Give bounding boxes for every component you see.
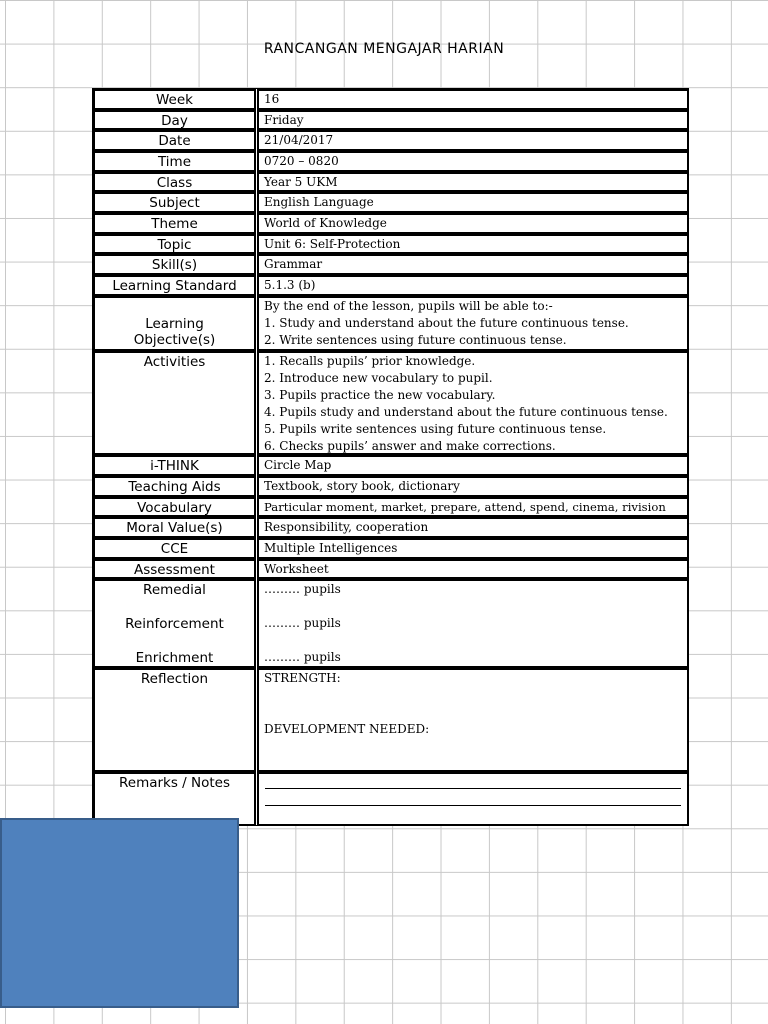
row-label-day: Day: [93, 110, 256, 130]
remedial-value: ……… pupils: [264, 582, 341, 596]
row-label-time: Time: [93, 151, 256, 172]
writing-line: [265, 788, 681, 789]
table-row: [93, 579, 688, 668]
row-label-date: Date: [93, 130, 256, 151]
table-row: [93, 110, 688, 130]
activity-line: 2. Introduce new vocabulary to pupil.: [264, 371, 493, 385]
table-row: [93, 538, 688, 559]
row-value-remarks: [257, 772, 689, 826]
row-value-theme: World of Knowledge: [257, 213, 689, 234]
row-label-assessment: Assessment: [93, 559, 256, 579]
activity-line: 4. Pupils study and understand about the future continuous tense.: [264, 405, 668, 419]
table-row: [93, 192, 688, 213]
row-label-learning-standard: Learning Standard: [93, 275, 256, 296]
table-row: [93, 455, 688, 476]
table-row: [93, 254, 688, 275]
table-row: [93, 668, 688, 772]
row-value-learning-standard: 5.1.3 (b): [257, 275, 689, 296]
development-needed-label: DEVELOPMENT NEEDED:: [264, 722, 430, 736]
table-row: [93, 151, 688, 172]
remedial-label: Remedial: [143, 582, 206, 598]
row-label-reflection: Reflection: [93, 668, 256, 772]
row-value-learning-objectives: [257, 296, 689, 351]
row-label-class: Class: [93, 172, 256, 192]
row-label-cce: CCE: [93, 538, 256, 559]
row-value-ithink: Circle Map: [257, 455, 689, 476]
reinforcement-value: ……… pupils: [264, 616, 341, 630]
row-value-date: 21/04/2017: [257, 130, 689, 151]
row-label-theme: Theme: [93, 213, 256, 234]
table-row: [93, 296, 688, 351]
row-label-skills: Skill(s): [93, 254, 256, 275]
row-value-teaching-aids: Textbook, story book, dictionary: [257, 476, 689, 497]
table-row: [93, 234, 688, 254]
row-label-followup: [93, 579, 256, 668]
label-line: Objective(s): [133, 332, 216, 348]
row-label-ithink: i-THINK: [93, 455, 256, 476]
table-row: [93, 559, 688, 579]
row-label-subject: Subject: [93, 192, 256, 213]
row-label-activities: Activities: [93, 351, 256, 455]
blue-rectangle-overlay: [0, 818, 239, 1008]
objective-line: By the end of the lesson, pupils will be able to:-: [264, 299, 553, 313]
table-row: [93, 172, 688, 192]
row-value-day: Friday: [257, 110, 689, 130]
row-value-vocabulary: Particular moment, market, prepare, attend, spend, cinema, rivision: [257, 497, 689, 517]
row-value-reflection: [257, 668, 689, 772]
row-label-topic: Topic: [93, 234, 256, 254]
row-label-week: Week: [93, 89, 256, 110]
activity-line: 3. Pupils practice the new vocabulary.: [264, 388, 496, 402]
row-value-skills: Grammar: [257, 254, 689, 275]
enrichment-label: Enrichment: [135, 650, 214, 666]
activity-line: 1. Recalls pupils’ prior knowledge.: [264, 354, 476, 368]
activity-line: 5. Pupils write sentences using future continuous tense.: [264, 422, 607, 436]
row-value-class: Year 5 UKM: [257, 172, 689, 192]
table-row: [93, 351, 688, 455]
enrichment-value: ……… pupils: [264, 650, 341, 664]
row-value-assessment: Worksheet: [257, 559, 689, 579]
table-row: [93, 497, 688, 517]
lesson-plan-table: [92, 88, 689, 826]
row-label-teaching-aids: Teaching Aids: [93, 476, 256, 497]
table-row: [93, 130, 688, 151]
objective-line: 2. Write sentences using future continuous tense.: [264, 333, 567, 347]
row-value-cce: Multiple Intelligences: [257, 538, 689, 559]
row-value-activities: [257, 351, 689, 455]
row-value-week: 16: [257, 89, 689, 110]
row-label-vocabulary: Vocabulary: [93, 497, 256, 517]
label-line: Learning: [145, 316, 204, 332]
activity-line: 6. Checks pupils’ answer and make corrections.: [264, 439, 556, 453]
row-label-moral-values: Moral Value(s): [93, 517, 256, 538]
row-value-subject: English Language: [257, 192, 689, 213]
table-row: [93, 89, 688, 110]
row-value-time: 0720 – 0820: [257, 151, 689, 172]
writing-line: [265, 805, 681, 806]
page-title: RANCANGAN MENGAJAR HARIAN: [263, 41, 505, 57]
row-value-followup: [257, 579, 689, 668]
table-row: [93, 275, 688, 296]
objective-line: 1. Study and understand about the future continuous tense.: [264, 316, 629, 330]
row-label-remarks: Remarks / Notes: [93, 772, 256, 826]
row-value-topic: Unit 6: Self-Protection: [257, 234, 689, 254]
row-value-moral-values: Responsibility, cooperation: [257, 517, 689, 538]
reinforcement-label: Reinforcement: [125, 616, 224, 632]
table-row: [93, 517, 688, 538]
row-label-learning-objectives: [93, 296, 256, 351]
table-row: [93, 476, 688, 497]
table-row: [93, 213, 688, 234]
strength-label: STRENGTH:: [264, 671, 341, 685]
